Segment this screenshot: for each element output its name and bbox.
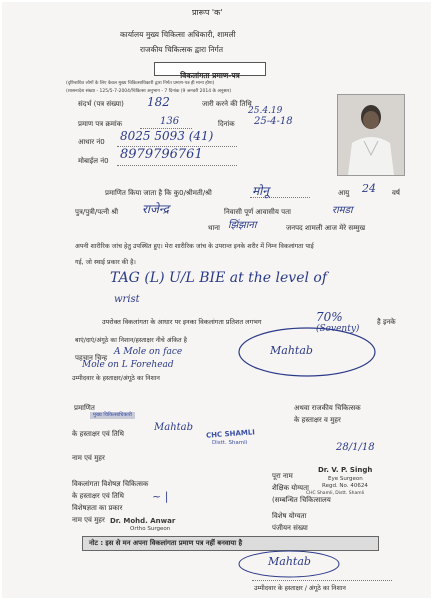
disability-description: TAG (L) U/L BIE at the level of	[110, 270, 328, 286]
doctor-stamp: Dr. V. P. Singh	[318, 466, 373, 474]
chc-stamp: CHC SHAMLI	[205, 428, 256, 440]
left-name-seal: नाम एवं मुहर	[72, 454, 105, 462]
resident-value: रामडा	[332, 205, 353, 216]
gov-doctor-sign: के हस्ताक्षर व मुहर	[294, 416, 341, 424]
left-sign-date: के हस्ताक्षर एवं तिथि	[72, 430, 125, 438]
id-mark-value: A Mole on face	[114, 347, 183, 357]
reg-no-label: पंजीयन संख्या	[272, 524, 308, 532]
body-line-4: गई, जो स्थाई प्रकार की है।	[75, 259, 136, 266]
specialist-label: विकलांगता विशेषज्ञ चिकित्सक	[72, 480, 149, 488]
attested-stamp: मुख्य चिकित्साधिकारी	[90, 412, 135, 419]
relation-value: राजेन्द्र	[142, 202, 170, 216]
issue-date-value: 25.4.19	[248, 106, 283, 116]
age-value: 24	[362, 182, 376, 195]
subtitle-line-2: (शासनादेश संख्या - 125/5-7-2004/चिकित्सा अनुभाग - 7 दिनांक (9 जनवरी 2014 के अनुसार)	[66, 89, 232, 94]
disability-description-2: wrist	[114, 294, 140, 305]
doctor-stamp-2: Eye Surgeon	[328, 476, 363, 482]
ortho-stamp: Dr. Mohd. Anwar	[110, 517, 176, 525]
certificate-title: विकलांगता प्रमाण-पत्र	[180, 71, 240, 80]
relation-label: पुत्र/पुत्री/पत्नी श्री	[75, 208, 119, 216]
gov-doctor-label: अथवा राजकीय चिकित्सक	[294, 404, 361, 412]
office-line-1: कार्यालय मुख्य चिकित्सा अधिकारी, शामली	[120, 30, 236, 39]
thana-label: थाना	[208, 224, 220, 232]
sign-line: बाएं/दाएं/अंगूठे का निशान/हस्ताक्षर नीचे अंकित है	[75, 337, 187, 344]
full-name-label: पूरा नाम	[272, 472, 293, 480]
certificate-sheet	[2, 2, 431, 598]
qualification-label: शैक्षिक योग्यता	[272, 484, 309, 492]
candidate-sign-label: उम्मीदवार के हस्ताक्षर/अंगूठे का निशान	[72, 375, 160, 382]
specialist-sign: के हस्ताक्षर एवं तिथि	[72, 492, 125, 500]
ref-label: संदर्भ (पत्र संख्या)	[78, 100, 124, 108]
candidate-photo	[337, 94, 405, 176]
date-value: 25-4-18	[254, 116, 293, 127]
ref-value: 182	[147, 95, 170, 109]
person-photo-icon	[338, 95, 404, 175]
percent-value: 70%	[316, 310, 343, 324]
mobile-value: 8979796761	[120, 147, 203, 162]
certificate-title-banner	[154, 62, 266, 80]
issue-date-label: जारी करने की तिथि	[202, 100, 252, 108]
aadhaar-value: 8025 5093 (41)	[120, 129, 214, 143]
age-label: आयु	[338, 189, 350, 197]
office-line-2: राजकीय चिकित्सक द्वारा निर्गत	[140, 45, 224, 54]
posting-label: (सम्बन्धित चिकित्सालय	[272, 496, 331, 504]
doctor-stamp-3: Regd. No. 40624	[322, 483, 368, 489]
doctor-stamp-4: CHC Shamli, Distt. Shamli	[306, 491, 365, 496]
thana-value: झिंझाना	[228, 220, 257, 231]
candidate-name: मोनू	[252, 184, 269, 198]
id-mark-value-2: Mole on L Forehead	[82, 360, 174, 370]
years-label: वर्ष	[392, 189, 400, 197]
specialist-name-seal: नाम एवं मुहर	[72, 516, 105, 524]
percent-line-prefix: उपरोक्त विकलांगता के आधार पर इनका विकलांगता प्रतिशत लगभग	[102, 318, 262, 326]
cert-no-label: प्रमाण पत्र क्रमांक	[78, 120, 123, 128]
id-mark-label: पहचान चिन्ह	[75, 354, 108, 362]
resident-label: निवासी पूर्ण आवासीय पता	[224, 208, 291, 216]
footer-signature: Mahtab	[268, 555, 311, 568]
percent-words: (Seventy)	[316, 324, 360, 334]
candidate-signature: Mahtab	[270, 344, 313, 357]
notice-text: नोट : इस से मन अपना विकलांगता प्रमाण पत्र नहीं बनवाया है	[89, 539, 243, 547]
specialty-label: विशेष योग्यता	[272, 512, 307, 520]
subtitle-line-1: (दृष्टिबाधित लोगों के लिए केवल मुख्य चिकित्साधिकारी द्वारा निर्गत प्रमाण-पत्र ही मान्य होगा)	[66, 81, 215, 86]
chc-stamp-2: Distt. Shamli	[212, 440, 248, 446]
ortho-stamp-2: Ortho Surgeon	[130, 526, 171, 532]
left-signature: Mahtab	[154, 422, 194, 433]
specialist-signature-mark: ~ |	[152, 490, 169, 503]
body-line-3: अपनी शारीरिक जांच हेतु उपस्थित हुए। मेरा शारीरिक जांच के उपरान्त इनके शरीर में निम्न विकलांगता पाई	[75, 243, 314, 250]
date-label: दिनांक	[218, 120, 235, 128]
cert-no-value: 136	[160, 116, 180, 127]
footer-candidate-sign-label: उम्मीदवार के हस्ताक्षर / अंगूठे का निशान	[254, 585, 346, 592]
percent-suffix: है इनके	[377, 318, 396, 326]
attested-label: प्रमाणित	[74, 404, 95, 412]
district-text: जनपद शामली आज मेरे सम्मुख	[286, 224, 366, 232]
date-scribble: 28/1/18	[336, 442, 375, 453]
aadhaar-label: आधार नं0	[78, 138, 105, 146]
mobile-label: मोबाईल नं0	[78, 157, 109, 165]
specialist-type: विशेषज्ञता का प्रकार	[72, 504, 123, 512]
certify-prefix: प्रमाणित किया जाता है कि कु0/श्रीमती/श्री	[105, 189, 212, 197]
form-label: प्रारूप 'क'	[192, 8, 223, 17]
